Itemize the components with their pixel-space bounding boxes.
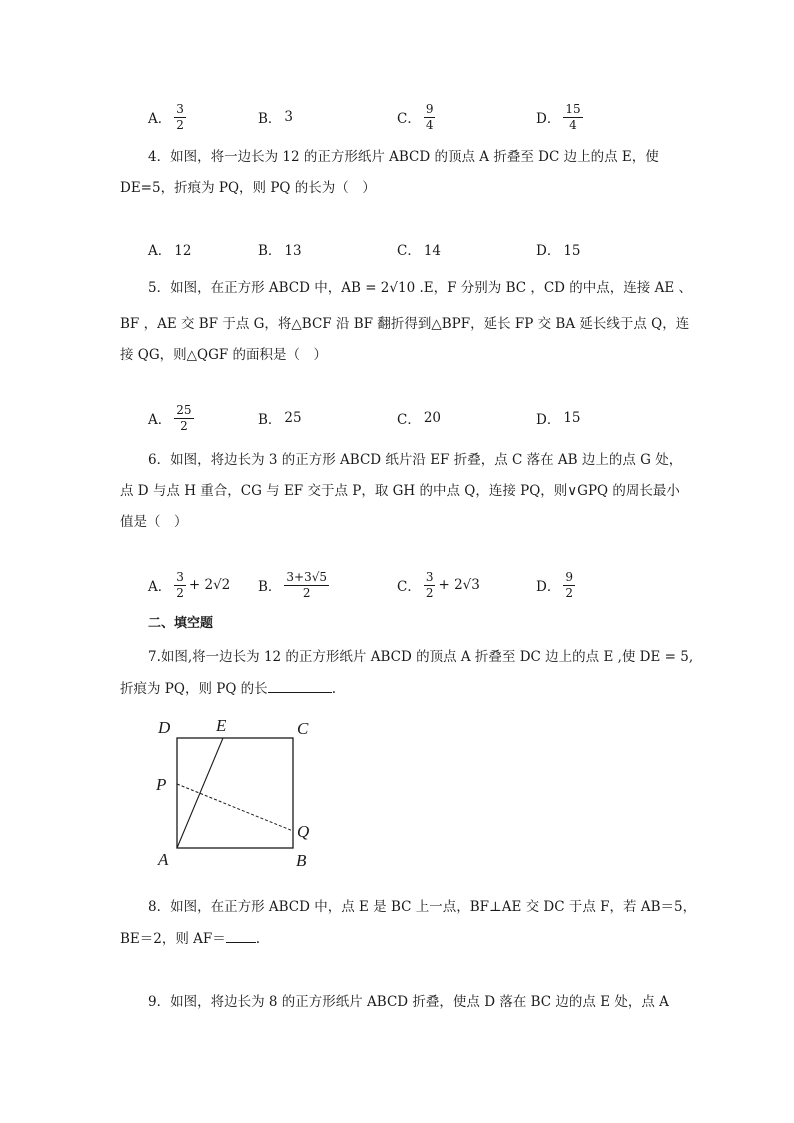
q6-line1: 6．如图，将边长为 3 的正方形 ABCD 纸片沿 EF 折叠，点 C 落在 AB 边上的点 G 处， [148, 452, 683, 468]
q4-option-a: A． 12 [148, 243, 192, 259]
q4-option-b: B． 13 [258, 243, 302, 259]
q3-option-b: B． 3 [258, 109, 294, 127]
q5-line1: 5．如图，在正方形 ABCD 中，AB = 2√10 .E，F 分别为 BC ，CD 的中点，连接 AE 、 [148, 280, 692, 296]
square-abcd [177, 738, 293, 848]
q5-option-a: A． $\frac{25}{2}$ [148, 402, 192, 433]
q3-option-c: C． $\frac{9}{4}$ [397, 101, 434, 132]
fraction: $\frac{9}{2}$ [565, 569, 573, 600]
label-e: E [216, 716, 227, 735]
fraction: $\frac{3+3√5}{2}$ [286, 569, 328, 600]
q5-line3: 接 QG，则△QGF 的面积是（ ） [120, 347, 328, 363]
q7-line1: 7.如图,将一边长为 12 的正方形纸片 ABCD 的顶点 A 折叠至 DC 边上的点 E ,使 DE = 5, [148, 649, 694, 665]
q6-option-c: C． $\frac{3}{2}$ + 2√3 [397, 569, 480, 600]
q5-option-d: D． 15 [536, 410, 581, 428]
fraction: $\frac{3}{2}$ [176, 101, 184, 132]
q3-option-d: D． $\frac{15}{4}$ [536, 101, 581, 132]
q7-line2: 折痕为 PQ，则 PQ 的长 . [120, 677, 336, 697]
label-p: P [156, 775, 167, 794]
fraction: $\frac{3}{2}$ [425, 569, 434, 600]
label-c: C [297, 719, 309, 738]
q3-option-a: A． $\frac{3}{2}$ [148, 101, 184, 132]
label-d: D [158, 718, 171, 737]
q4-line1: 4．如图，将一边长为 12 的正方形纸片 ABCD 的顶点 A 折叠至 DC 边上的点 E，使 [148, 149, 659, 165]
q6-line3: 值是（ ） [120, 514, 188, 530]
section-heading-fill-in: 二、填空题 [148, 616, 214, 631]
label-a: A [158, 850, 169, 869]
fraction: $\frac{9}{4}$ [425, 101, 434, 132]
q5-option-b: B． 25 [258, 410, 302, 428]
q7-square-figure [150, 712, 330, 872]
q4-line2: DE=5，折痕为 PQ，则 PQ 的长为（ ） [120, 180, 376, 196]
q6-option-d: D． $\frac{9}{2}$ [536, 569, 573, 600]
q9-line1: 9．如图，将边长为 8 的正方形纸片 ABCD 折叠，使点 D 落在 BC 边的点 E 处，点 A [148, 994, 669, 1010]
q8-line2: BE＝2，则 AF＝ . [120, 927, 260, 947]
q4-option-d: D． 15 [536, 243, 581, 259]
q6-line2: 点 D 与点 H 重合，CG 与 EF 交于点 P，取 GH 的中点 Q，连接 PQ，则∨GPQ 的周长最小 [120, 483, 680, 499]
fraction: $\frac{3}{2}$ [176, 569, 184, 600]
fraction: $\frac{25}{2}$ [176, 402, 192, 433]
label-q: Q [297, 822, 310, 841]
q6-option-b: B． $\frac{3+3√5}{2}$ [258, 569, 328, 600]
answer-blank [226, 928, 256, 943]
answer-blank [268, 678, 332, 693]
q4-option-c: C． 14 [397, 243, 442, 259]
label-b: B [296, 851, 307, 870]
segment-ae [177, 738, 223, 848]
q5-option-c: C． 20 [397, 410, 442, 428]
q5-line2: BF ，AE 交 BF 于点 G，将△BCF 沿 BF 翻折得到△BPF，延长 FP 交 BA 延长线于点 Q，连 [120, 316, 690, 332]
q6-option-a: A． $\frac{3}{2}$ + 2√2 [148, 569, 231, 600]
q8-line1: 8．如图，在正方形 ABCD 中，点 E 是 BC 上一点，BF⊥AE 交 DC 于点 F，若 AB＝5， [148, 899, 697, 915]
fraction: $\frac{15}{4}$ [565, 101, 581, 132]
